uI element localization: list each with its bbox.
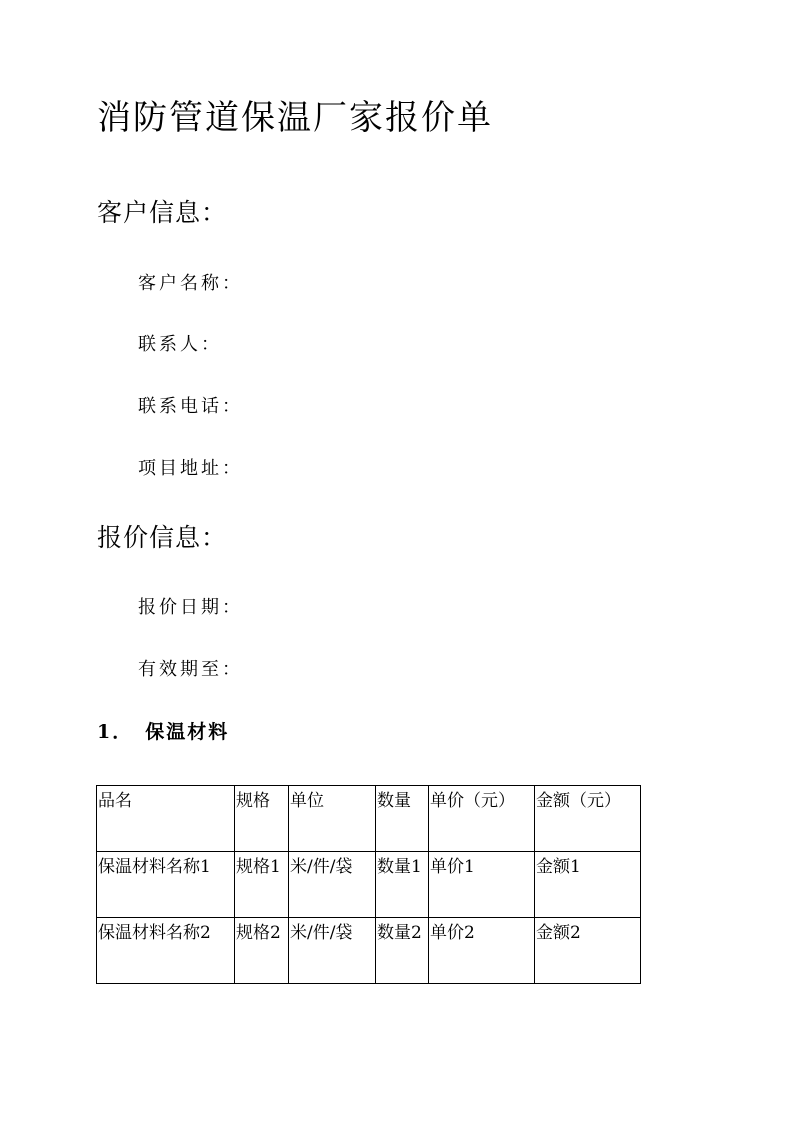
quote-info-heading: 报价信息： bbox=[97, 523, 228, 552]
section-insulation-material bbox=[97, 718, 229, 746]
quote-table bbox=[96, 785, 641, 984]
cell-spec: 规格1 bbox=[235, 852, 289, 918]
cell-spec: 规格2 bbox=[235, 918, 289, 984]
table-header-row bbox=[97, 786, 641, 852]
document-title: 消防管道保温厂家报价单 bbox=[97, 98, 493, 138]
header-unit-price: 单价（元） bbox=[429, 786, 535, 852]
cell-product-name: 保温材料名称2 bbox=[97, 918, 235, 984]
header-product-name: 品名 bbox=[97, 786, 235, 852]
project-address-label: 项目地址： bbox=[138, 458, 243, 479]
valid-until-label: 有效期至： bbox=[138, 659, 243, 680]
cell-unit: 米/件/袋 bbox=[289, 852, 376, 918]
contact-person-label: 联系人： bbox=[138, 334, 222, 355]
cell-amount: 金额1 bbox=[535, 852, 641, 918]
header-quantity: 数量 bbox=[376, 786, 429, 852]
cell-quantity: 数量2 bbox=[376, 918, 429, 984]
table-row bbox=[97, 852, 641, 918]
table-row bbox=[97, 918, 641, 984]
header-spec: 规格 bbox=[235, 786, 289, 852]
quote-date-label: 报价日期： bbox=[138, 597, 243, 618]
section-title: 保温材料 bbox=[145, 721, 230, 743]
cell-quantity: 数量1 bbox=[376, 852, 429, 918]
cell-product-name: 保温材料名称1 bbox=[97, 852, 235, 918]
contact-phone-label: 联系电话： bbox=[138, 396, 243, 417]
section-number: 1． bbox=[97, 721, 134, 743]
customer-info-heading: 客户信息： bbox=[97, 198, 228, 227]
cell-unit-price: 单价1 bbox=[429, 852, 535, 918]
cell-unit: 米/件/袋 bbox=[289, 918, 376, 984]
header-unit: 单位 bbox=[289, 786, 376, 852]
customer-name-label: 客户名称： bbox=[138, 273, 243, 294]
header-amount: 金额（元） bbox=[535, 786, 641, 852]
cell-unit-price: 单价2 bbox=[429, 918, 535, 984]
cell-amount: 金额2 bbox=[535, 918, 641, 984]
